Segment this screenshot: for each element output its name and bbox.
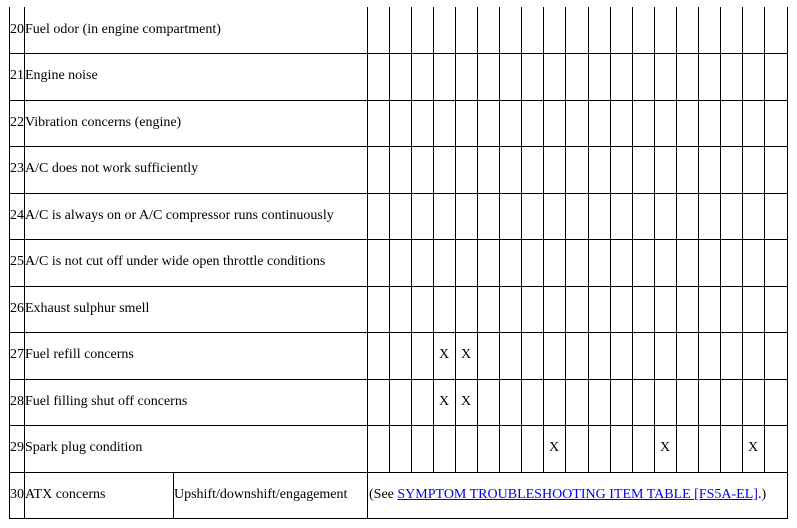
column-divider — [787, 7, 788, 519]
column-divider — [543, 7, 544, 472]
row-number: 25 — [10, 254, 24, 269]
symptom-label: Spark plug condition — [25, 440, 143, 455]
column-divider — [742, 7, 743, 472]
column-divider — [367, 7, 368, 519]
row-number: 26 — [10, 301, 24, 316]
row-number: 28 — [10, 394, 24, 409]
column-divider — [764, 7, 765, 472]
symptom-label: Engine noise — [25, 68, 98, 83]
sub-item-label: Upshift/downshift/engagement — [174, 487, 348, 502]
row-divider — [9, 146, 787, 147]
cell-mark: X — [747, 440, 759, 455]
symptom-label: A/C does not work sufficiently — [25, 161, 199, 176]
row-number: 23 — [10, 161, 24, 176]
symptom-label: Fuel refill concerns — [25, 347, 134, 362]
see-reference — [369, 487, 766, 503]
column-divider — [411, 7, 412, 472]
column-divider — [654, 7, 655, 472]
see-suffix: .) — [757, 487, 767, 502]
column-divider — [367, 472, 368, 519]
symptom-label: Vibration concerns (engine) — [25, 115, 182, 130]
column-divider — [632, 7, 633, 472]
column-divider — [389, 7, 390, 472]
cell-mark: X — [548, 440, 560, 455]
symptom-label: A/C is not cut off under wide open throttle conditions — [25, 254, 326, 269]
row-divider — [9, 193, 787, 194]
symptom-label: ATX concerns — [25, 487, 106, 502]
row-divider — [9, 425, 787, 426]
symptom-label: Exhaust sulphur smell — [25, 301, 150, 316]
column-divider — [588, 7, 589, 472]
row-divider — [9, 100, 787, 101]
row-number: 20 — [10, 22, 24, 37]
symptom-table-link[interactable]: SYMPTOM TROUBLESHOOTING ITEM TABLE [FS5A-EL] — [397, 487, 758, 502]
row-divider — [9, 379, 787, 380]
column-divider — [676, 7, 677, 472]
row-number: 30 — [10, 487, 24, 502]
row-number: 29 — [10, 440, 24, 455]
column-divider — [477, 7, 478, 472]
cell-mark: X — [438, 394, 450, 409]
cell-mark: X — [438, 347, 450, 362]
see-prefix: (See — [369, 487, 398, 502]
row-number: 22 — [10, 115, 24, 130]
row-divider — [9, 472, 787, 473]
column-divider — [521, 7, 522, 472]
cell-mark: X — [460, 394, 472, 409]
row-divider — [9, 53, 787, 54]
row-number: 24 — [10, 208, 24, 223]
row-divider — [9, 239, 787, 240]
row-divider — [9, 286, 787, 287]
row-divider — [9, 332, 787, 333]
column-divider — [499, 7, 500, 472]
symptom-label: Fuel filling shut off concerns — [25, 394, 188, 409]
column-divider — [610, 7, 611, 472]
cell-mark: X — [659, 440, 671, 455]
row-number: 27 — [10, 347, 24, 362]
row-number: 21 — [10, 68, 24, 83]
symptom-label: A/C is always on or A/C compressor runs continuously — [25, 208, 334, 223]
column-divider — [565, 7, 566, 472]
column-divider — [698, 7, 699, 472]
column-divider — [720, 7, 721, 472]
cell-mark: X — [460, 347, 472, 362]
row-divider — [9, 518, 787, 519]
symptom-label: Fuel odor (in engine compartment) — [25, 22, 221, 37]
